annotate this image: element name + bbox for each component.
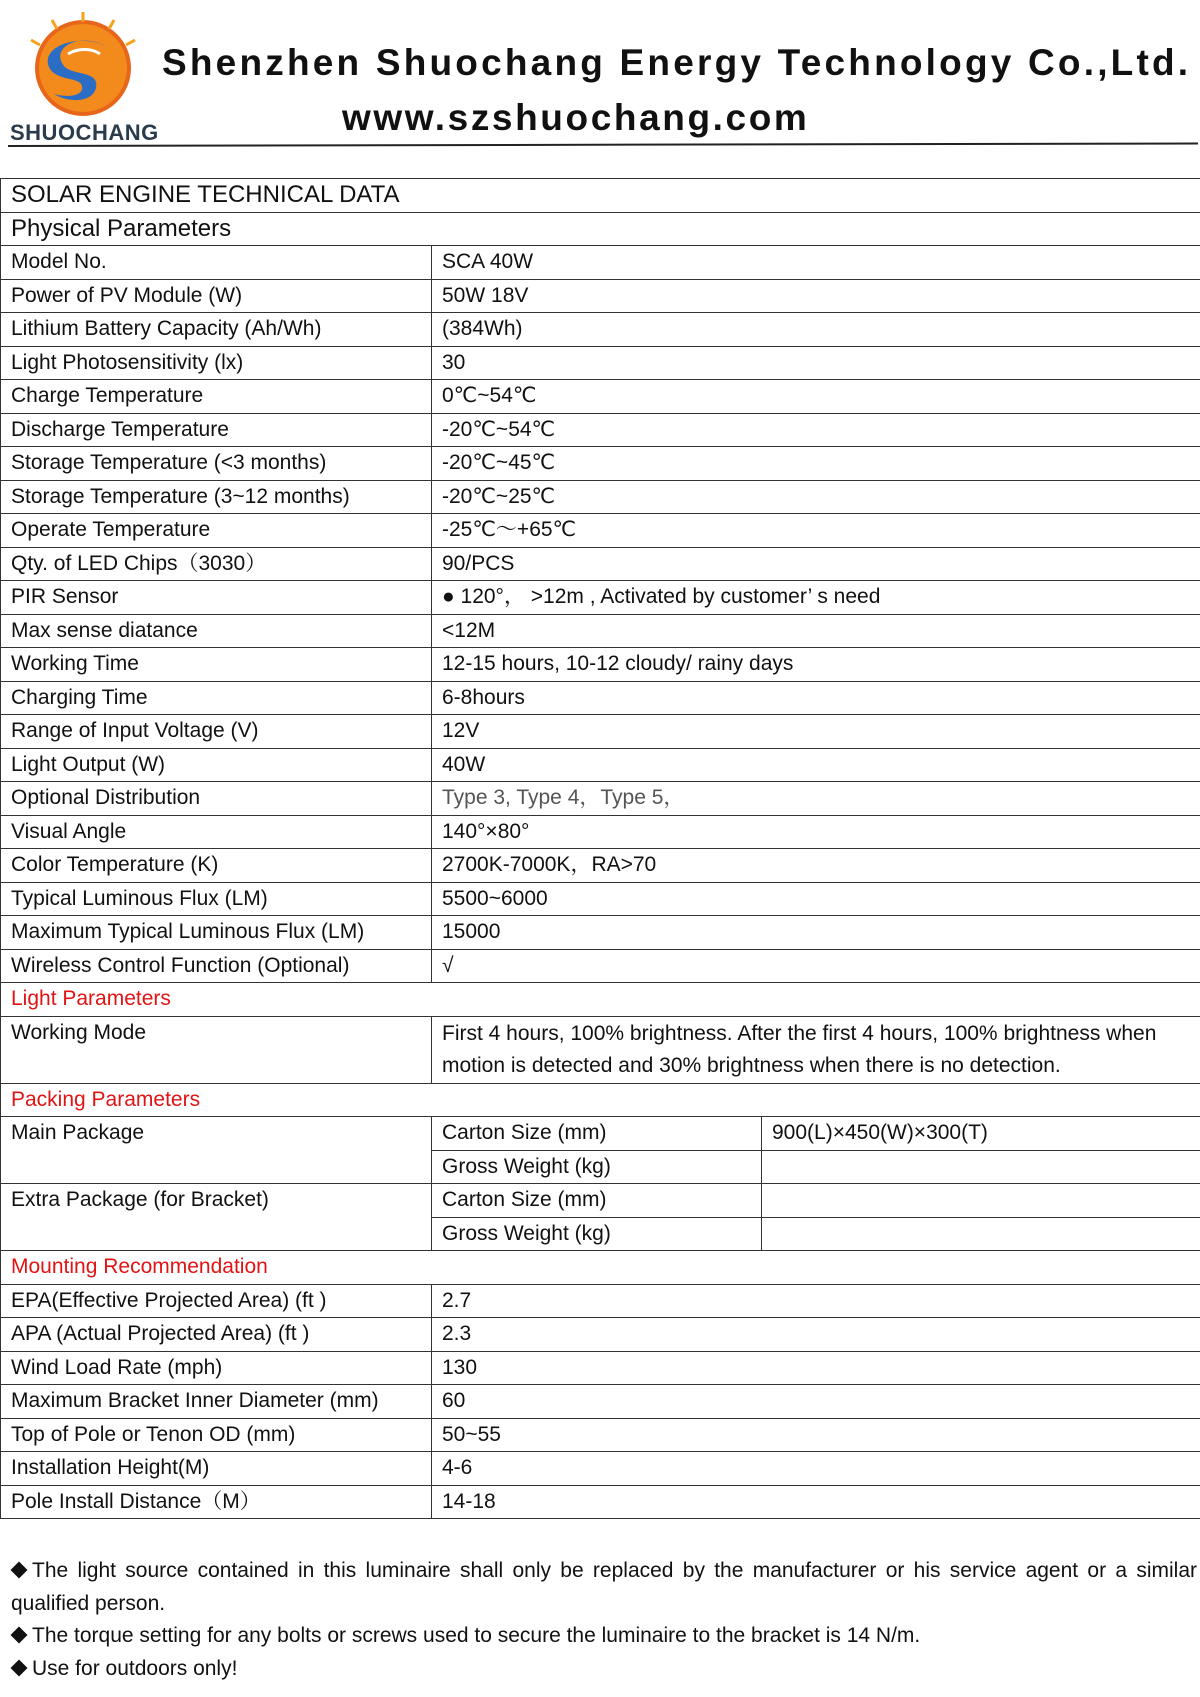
packing-heading-row	[1, 1083, 1200, 1117]
main-carton-size-value: 900(L)×450(W)×300(T)	[762, 1117, 1200, 1151]
parameter-value: 14-18	[432, 1485, 1200, 1519]
parameter-value: 50W 18V	[432, 279, 1200, 313]
table-row	[1, 715, 1200, 749]
table-row	[1, 1016, 1200, 1083]
table-row	[1, 246, 1200, 280]
parameter-value: 140°×80°	[432, 815, 1200, 849]
table-row	[1, 648, 1200, 682]
parameter-value: 15000	[432, 916, 1200, 950]
parameter-value: (384Wh)	[432, 313, 1200, 347]
table-row	[1, 346, 1200, 380]
parameter-label: Charging Time	[1, 681, 432, 715]
packing-parameters-heading: Packing Parameters	[1, 1083, 1200, 1117]
parameter-value: 2700K-7000K，RA>70	[432, 849, 1200, 883]
note-text: The light source contained in this luminaire shall only be replaced by the manufacturer or his service agent or a similar qualified person.	[11, 1559, 1197, 1615]
table-row	[1, 447, 1200, 481]
parameter-value: 12V	[432, 715, 1200, 749]
note-item	[11, 1555, 1197, 1620]
parameter-label: Operate Temperature	[1, 514, 432, 548]
parameter-label: Light Output (W)	[1, 748, 432, 782]
company-website[interactable]: www.szshuochang.com	[342, 97, 810, 138]
table-row	[1, 1184, 1200, 1218]
parameter-label: Storage Temperature (<3 months)	[1, 447, 432, 481]
parameter-value: ● 120°， >12m , Activated by customer’ s need	[432, 581, 1200, 615]
parameter-value: -25℃～+65℃	[432, 514, 1200, 548]
mounting-heading-row	[1, 1251, 1200, 1285]
table-row	[1, 1117, 1200, 1151]
table-row	[1, 614, 1200, 648]
diamond-bullet-icon	[11, 1627, 28, 1644]
table-row	[1, 815, 1200, 849]
parameter-label: Top of Pole or Tenon OD (mm)	[1, 1418, 432, 1452]
parameter-value: 40W	[432, 748, 1200, 782]
parameter-value: -20℃~45℃	[432, 447, 1200, 481]
main-package-label: Main Package	[1, 1117, 432, 1184]
parameter-label: Max sense diatance	[1, 614, 432, 648]
extra-carton-size-value	[762, 1184, 1200, 1218]
light-parameters-heading: Light Parameters	[1, 983, 1200, 1017]
parameter-value: 130	[432, 1351, 1200, 1385]
parameter-label: Typical Luminous Flux (LM)	[1, 882, 432, 916]
table-row	[1, 1452, 1200, 1486]
table-row	[1, 547, 1200, 581]
note-text: Use for outdoors only!	[32, 1656, 238, 1680]
table-row	[1, 380, 1200, 414]
parameter-label: Range of Input Voltage (V)	[1, 715, 432, 749]
gross-weight-label: Gross Weight (kg)	[432, 1217, 762, 1251]
parameter-label: Optional Distribution	[1, 782, 432, 816]
table-row	[1, 782, 1200, 816]
working-mode-value: First 4 hours, 100% brightness. After the first 4 hours, 100% brightness when motion is detected and 30% brightness when there is no detection.	[432, 1016, 1200, 1083]
table-row	[1, 1318, 1200, 1352]
parameter-label: Installation Height(M)	[1, 1452, 432, 1486]
table-row	[1, 313, 1200, 347]
table-row	[1, 1485, 1200, 1519]
parameter-label: Lithium Battery Capacity (Ah/Wh)	[1, 313, 432, 347]
table-row	[1, 949, 1200, 983]
carton-size-label: Carton Size (mm)	[432, 1117, 762, 1151]
parameter-label: Color Temperature (K)	[1, 849, 432, 883]
mounting-recommendation-heading: Mounting Recommendation	[1, 1251, 1200, 1285]
parameter-label: Pole Install Distance（M）	[1, 1485, 432, 1519]
table-row	[1, 916, 1200, 950]
parameter-label: Light Photosensitivity (lx)	[1, 346, 432, 380]
parameter-label: Charge Temperature	[1, 380, 432, 414]
table-row	[1, 1385, 1200, 1419]
table-title-row	[1, 179, 1200, 213]
parameter-label: Qty. of LED Chips（3030）	[1, 547, 432, 581]
table-row	[1, 681, 1200, 715]
table-row	[1, 480, 1200, 514]
page-header	[0, 0, 1200, 160]
parameter-label: Model No.	[1, 246, 432, 280]
parameter-value: 4-6	[432, 1452, 1200, 1486]
parameter-label: Power of PV Module (W)	[1, 279, 432, 313]
table-row	[1, 1418, 1200, 1452]
parameter-label: Maximum Bracket Inner Diameter (mm)	[1, 1385, 432, 1419]
table-row	[1, 849, 1200, 883]
extra-gross-weight-value	[762, 1217, 1200, 1251]
table-row	[1, 1284, 1200, 1318]
parameter-label: Wireless Control Function (Optional)	[1, 949, 432, 983]
parameter-value: 12-15 hours, 10-12 cloudy/ rainy days	[432, 648, 1200, 682]
parameter-label: Discharge Temperature	[1, 413, 432, 447]
table-row	[1, 514, 1200, 548]
parameter-label: Working Time	[1, 648, 432, 682]
table-row	[1, 882, 1200, 916]
note-item	[11, 1653, 1197, 1686]
parameter-value: 30	[432, 346, 1200, 380]
parameter-value: -20℃~25℃	[432, 480, 1200, 514]
parameter-value: -20℃~54℃	[432, 413, 1200, 447]
note-text: The torque setting for any bolts or screws used to secure the luminaire to the bracket is 14 N/m.	[32, 1624, 921, 1647]
parameter-value: 5500~6000	[432, 882, 1200, 916]
company-name: Shenzhen Shuochang Energy Technology Co.,Ltd.	[162, 42, 1192, 83]
table-title: SOLAR ENGINE TECHNICAL DATA	[1, 179, 1200, 213]
diamond-bullet-icon	[11, 1659, 28, 1676]
parameter-value: SCA 40W	[432, 246, 1200, 280]
parameter-value: 2.3	[432, 1318, 1200, 1352]
note-item	[11, 1620, 1197, 1653]
carton-size-label: Carton Size (mm)	[432, 1184, 762, 1218]
parameter-value: 2.7	[432, 1284, 1200, 1318]
parameter-label: Storage Temperature (3~12 months)	[1, 480, 432, 514]
parameter-value: 90/PCS	[432, 547, 1200, 581]
parameter-label: PIR Sensor	[1, 581, 432, 615]
diamond-bullet-icon	[11, 1562, 28, 1579]
table-row	[1, 279, 1200, 313]
parameter-value: 60	[432, 1385, 1200, 1419]
parameter-value: 50~55	[432, 1418, 1200, 1452]
table-row	[1, 748, 1200, 782]
parameter-value: √	[432, 949, 1200, 983]
main-gross-weight-value	[762, 1150, 1200, 1184]
light-heading-row	[1, 983, 1200, 1017]
parameter-value: 0℃~54℃	[432, 380, 1200, 414]
logo-text: SHUOCHANG	[10, 120, 159, 145]
physical-heading-row	[1, 212, 1200, 246]
parameter-label: Visual Angle	[1, 815, 432, 849]
parameter-value: <12M	[432, 614, 1200, 648]
table-row	[1, 1351, 1200, 1385]
table-row	[1, 581, 1200, 615]
notes-section	[11, 1555, 1197, 1685]
parameter-label: EPA(Effective Projected Area) (ft )	[1, 1284, 432, 1318]
header-divider	[8, 143, 1198, 147]
extra-package-label: Extra Package (for Bracket)	[1, 1184, 432, 1251]
gross-weight-label: Gross Weight (kg)	[432, 1150, 762, 1184]
table-row	[1, 413, 1200, 447]
parameter-label: Wind Load Rate (mph)	[1, 1351, 432, 1385]
parameter-value: 6-8hours	[432, 681, 1200, 715]
parameter-label: Maximum Typical Luminous Flux (LM)	[1, 916, 432, 950]
physical-parameters-heading: Physical Parameters	[1, 212, 1200, 246]
technical-data-table	[0, 178, 1200, 1519]
working-mode-label: Working Mode	[1, 1016, 432, 1083]
parameter-value: Type 3, Type 4，Type 5，	[432, 782, 1200, 816]
parameter-label: APA (Actual Projected Area) (ft )	[1, 1318, 432, 1352]
